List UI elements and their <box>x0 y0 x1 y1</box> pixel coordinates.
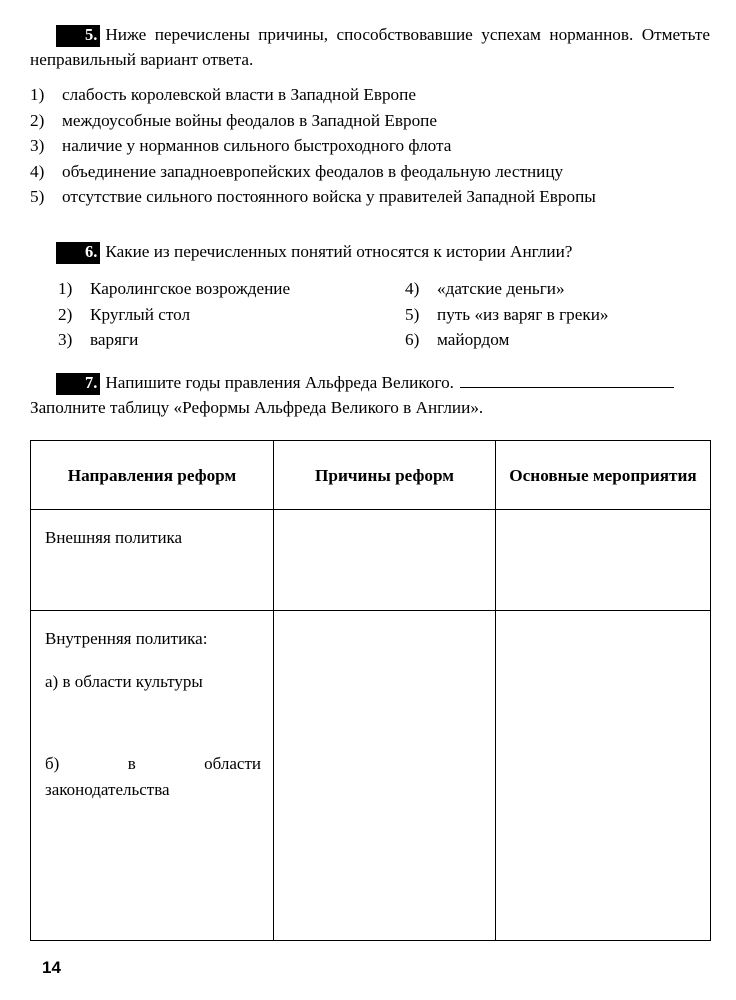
task-6-option-4[interactable] <box>405 276 715 302</box>
task-7-prompt-line-1 <box>30 370 710 395</box>
task-5-number-badge: 5. <box>56 25 100 47</box>
row-1-direction-label: Внешняя политика <box>45 528 183 547</box>
task-7 <box>30 370 710 420</box>
option-marker: 1) <box>30 85 45 104</box>
task-7-table-instruction: Заполните таблицу «Реформы Альфреда Великого в Англии». <box>30 398 484 417</box>
task-5-prompt <box>30 22 710 72</box>
task-6-number-badge: 6. <box>56 242 100 264</box>
task-5-option-3[interactable] <box>30 133 710 159</box>
row-2-measures-cell[interactable] <box>496 611 711 941</box>
row-2-subitem-b: б) в области законодательства <box>45 754 261 799</box>
task-6-option-5[interactable] <box>405 302 715 328</box>
column-header-directions: Направления реформ <box>31 441 274 510</box>
task-5-option-5[interactable] <box>30 184 710 210</box>
task-6-option-3[interactable] <box>58 327 388 353</box>
row-1-measures-cell[interactable] <box>496 510 711 611</box>
option-text: варяги <box>90 330 139 349</box>
option-text: слабость королевской власти в Западной Европе <box>62 85 416 104</box>
row-2-measures-answer <box>496 611 710 626</box>
option-text: междоусобные войны феодалов в Западной Европе <box>62 110 438 130</box>
task-5-option-2[interactable] <box>30 108 710 134</box>
spacer <box>45 652 261 669</box>
option-marker: 4) <box>405 279 420 298</box>
task-6-prompt <box>30 239 710 264</box>
reforms-table <box>30 440 711 941</box>
task-5-option-4[interactable] <box>30 159 710 185</box>
option-marker: 6) <box>405 330 420 349</box>
option-marker: 2) <box>30 110 45 130</box>
table-row <box>31 510 711 611</box>
task-7-number-badge: 7. <box>56 373 100 395</box>
option-text: Каролингское возрождение <box>90 279 291 298</box>
option-marker: 3) <box>58 330 73 349</box>
reign-years-input[interactable] <box>460 373 674 388</box>
option-marker: 4) <box>30 161 45 181</box>
table-header-row <box>31 441 711 510</box>
row-2-direction-group <box>31 611 273 802</box>
spacer <box>45 694 261 751</box>
task-6-options-right-column <box>405 276 715 353</box>
option-text: объединение западноевропейских феодалов в феодальную лестницу <box>62 161 564 181</box>
page-number: 14 <box>42 958 61 977</box>
task-7-prompt-line-2 <box>30 395 710 420</box>
task-6-prompt-text: Какие из перечисленных понятий относятся к истории Англии? <box>105 242 573 261</box>
option-text: наличие у норманнов сильного быстроходного флота <box>62 136 452 155</box>
task-6-option-6[interactable] <box>405 327 715 353</box>
column-header-measures: Основные мероприятия <box>496 441 711 510</box>
row-2-direction-label: Внутренняя политика: <box>45 629 208 648</box>
option-text: майордом <box>437 330 510 349</box>
option-text: путь «из варяг в греки» <box>437 304 609 324</box>
task-6 <box>30 239 710 356</box>
option-marker: 1) <box>58 279 73 298</box>
option-marker: 2) <box>58 304 73 324</box>
row-2-causes-answer <box>274 611 495 626</box>
option-marker: 5) <box>405 304 420 324</box>
row-1-causes-cell[interactable] <box>274 510 496 611</box>
row-1-causes-answer <box>274 510 495 525</box>
row-1-direction-cell <box>31 510 274 611</box>
option-text: Круглый стол <box>90 304 191 324</box>
task-5 <box>30 22 710 210</box>
row-1-measures-answer <box>496 510 710 525</box>
row-2-direction-cell <box>31 611 274 941</box>
task-5-options <box>30 82 710 210</box>
option-text: отсутствие сильного постоянного войска у правителей Западной Европы <box>62 187 596 206</box>
task-6-option-1[interactable] <box>58 276 388 302</box>
option-marker: 3) <box>30 136 45 155</box>
row-2-subitem-a: а) в области культуры <box>45 671 203 691</box>
column-header-causes: Причины реформ <box>274 441 496 510</box>
task-6-options <box>30 276 710 356</box>
task-6-options-left-column <box>58 276 388 353</box>
task-6-option-2[interactable] <box>58 302 388 328</box>
task-5-option-1[interactable] <box>30 82 710 108</box>
option-text: «датские деньги» <box>437 279 565 298</box>
option-marker: 5) <box>30 187 45 206</box>
task-5-prompt-text: Ниже перечислены причины, способствовавшие успехам норманнов. Отметьте неправильный вариант ответа. <box>30 25 710 69</box>
row-2-causes-cell[interactable] <box>274 611 496 941</box>
table-row <box>31 611 711 941</box>
task-7-prompt-text: Напишите годы правления Альфреда Великого. <box>105 373 454 392</box>
